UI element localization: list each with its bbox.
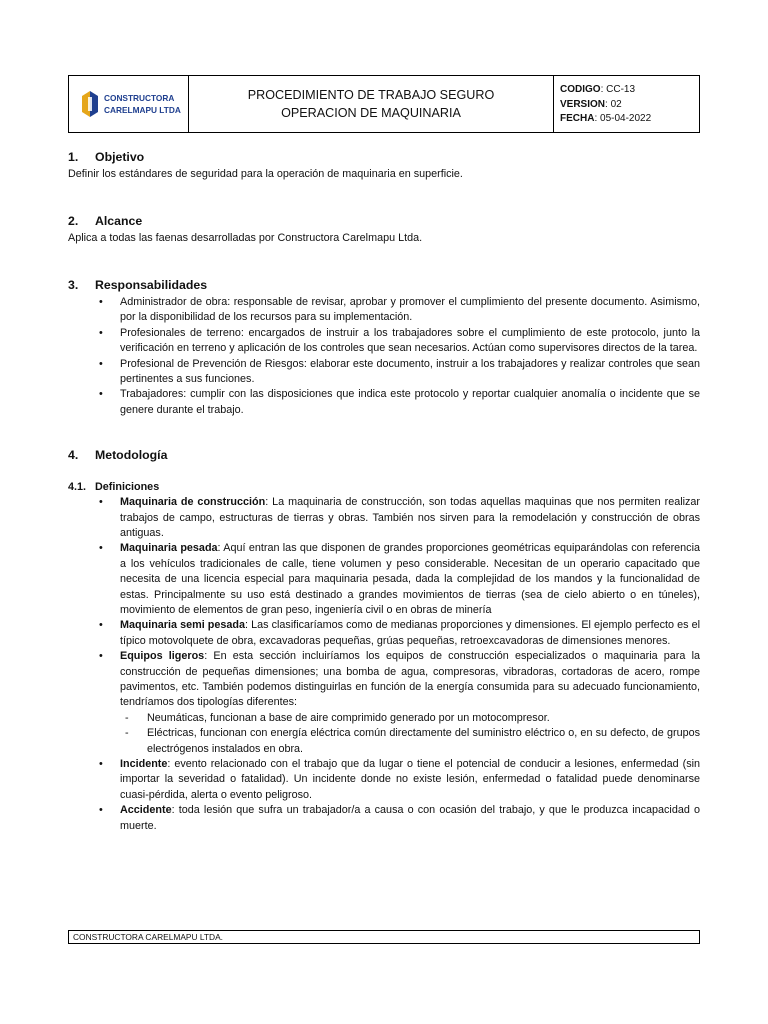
definitions-list bbox=[68, 495, 700, 834]
section-heading: 1. Objetivo bbox=[68, 150, 145, 164]
section-heading: 3. Responsabilidades bbox=[68, 277, 208, 292]
version-row: VERSION: 02 bbox=[560, 98, 622, 110]
responsabilidades-list bbox=[68, 295, 700, 418]
document-title bbox=[189, 76, 554, 132]
definition-item: • Maquinaria semi pesada: Las clasificaríamos como de medianas proporciones y dimensiones. El ejemplo perfecto es el típico motovolquete de obra, excavadoras pequeñas, grúas pequeñas, retroexcavadoras de dimensiones menores. bbox=[68, 618, 700, 649]
definition-item: • Maquinaria pesada: Aquí entran las que disponen de grandes proporciones geométricas equiparándolas con referencia a los vehículos tradicionales de calle, tiene volumen y peso considerable. Necesitan de un operario capacitado que necesita de una licencia especial para maquinaria pesada, dada la complejidad de los mandos y la funcionalidad de estas. Principalmente su uso está destinado a grandes movimientos de tierras (sea de cielo abierto o en túneles), movimiento de elementos de gran peso, ingeniería civil o en obras de minería bbox=[68, 541, 700, 618]
logo-icon bbox=[81, 91, 99, 117]
list-item: • Trabajadores: cumplir con las disposiciones que indica este protocolo y reportar cualquier anomalía o incidente que se genere durante el trabajo. bbox=[68, 387, 700, 418]
section-responsabilidades bbox=[68, 278, 700, 419]
section-heading: 2. Alcance bbox=[68, 213, 143, 228]
definition-item: • Accidente: toda lesión que sufra un trabajador/a a causa o con ocasión del trabajo, y que le produzca incapacidad o muerte. bbox=[68, 803, 700, 834]
definition-item: • Maquinaria de construcción: La maquinaria de construcción, son todas aquellas maquinas que nos permiten realizar trabajos de campo, estructuras de tierras y obras. También nos sirven para la remodelación y construcción de obras antiguas. bbox=[68, 495, 700, 541]
logo-line-2: CARELMAPU LTDA bbox=[104, 105, 181, 115]
section-objetivo bbox=[68, 150, 700, 183]
section-alcance bbox=[68, 214, 700, 247]
sublist-item: - Neumáticas, funcionan a base de aire comprimido generado por un motocompresor. bbox=[120, 711, 700, 726]
document-footer: CONSTRUCTORA CARELMAPU LTDA. bbox=[68, 930, 700, 944]
list-item: • Profesionales de terreno: encargados de instruir a los trabajadores sobre el cumplimiento de este protocolo, junto la verificación en terreno y aplicación de los controles que sean necesarios. Actúan como supervisores directos de la tarea. bbox=[68, 326, 700, 357]
section-text: Aplica a todas las faenas desarrolladas por Constructora Carelmapu Ltda. bbox=[68, 232, 423, 245]
title-line-1: PROCEDIMIENTO DE TRABAJO SEGURO bbox=[247, 88, 495, 102]
company-logo bbox=[69, 76, 189, 132]
fecha-row: FECHA: 05-04-2022 bbox=[560, 113, 652, 124]
subsection-heading: 4.1. Definiciones bbox=[68, 480, 160, 493]
equipos-sublist bbox=[120, 711, 700, 757]
document-body bbox=[68, 150, 700, 834]
list-item: • Profesional de Prevención de Riesgos: elaborar este documento, instruir a los trabajadores y realizar controles que sean pertinentes a sus funciones. bbox=[68, 357, 700, 388]
title-line-2: OPERACION DE MAQUINARIA bbox=[281, 106, 461, 120]
sublist-item: - Eléctricas, funcionan con energía eléctrica común directamente del suministro eléctrico o, en su defecto, de grupos electrógenos instalados en obra. bbox=[120, 726, 700, 757]
logo-line-1: CONSTRUCTORA bbox=[104, 93, 175, 103]
definition-item: • Equipos ligeros: En esta sección incluiríamos los equipos de construcción especializados o maquinaria para la construcción de pequeñas dimensiones; una bomba de agua, compresoras, vibradoras, cortadoras de acero, rompe pavimentos, etc. También podemos distinguirlas en función de la energía consumida para su adecuado funcionamiento, tendríamos dos tipologías diferentes: - Neumáticas, funcionan a base de aire comprimido generado por un motocompresor. - Eléctricas, funcionan con energía eléctrica común directamente del suministro eléctrico o, en su defecto, de grupos electrógenos instalados en obra. bbox=[68, 649, 700, 757]
section-heading: 4. Metodología bbox=[68, 448, 168, 463]
list-item: • Administrador de obra: responsable de revisar, aprobar y promover el cumplimiento del presente documento. Asimismo, por la disponibilidad de los recursos para su implementación. bbox=[68, 295, 700, 326]
document-header bbox=[68, 75, 700, 133]
section-text: Definir los estándares de seguridad para la operación de maquinaria en superficie. bbox=[68, 168, 463, 181]
section-metodologia bbox=[68, 448, 700, 834]
document-metadata bbox=[554, 76, 699, 132]
definition-item: • Incidente: evento relacionado con el trabajo que da lugar o tiene el potencial de conducir a lesiones, enfermedad (sin importar la severidad o fatalidad). Un incidente donde no existe lesión, enfermedad o fatalidad puede denominarse cuasi-pérdida, alerta o evento peligroso. bbox=[68, 757, 700, 803]
codigo-row: CODIGO: CC-13 bbox=[560, 84, 636, 95]
